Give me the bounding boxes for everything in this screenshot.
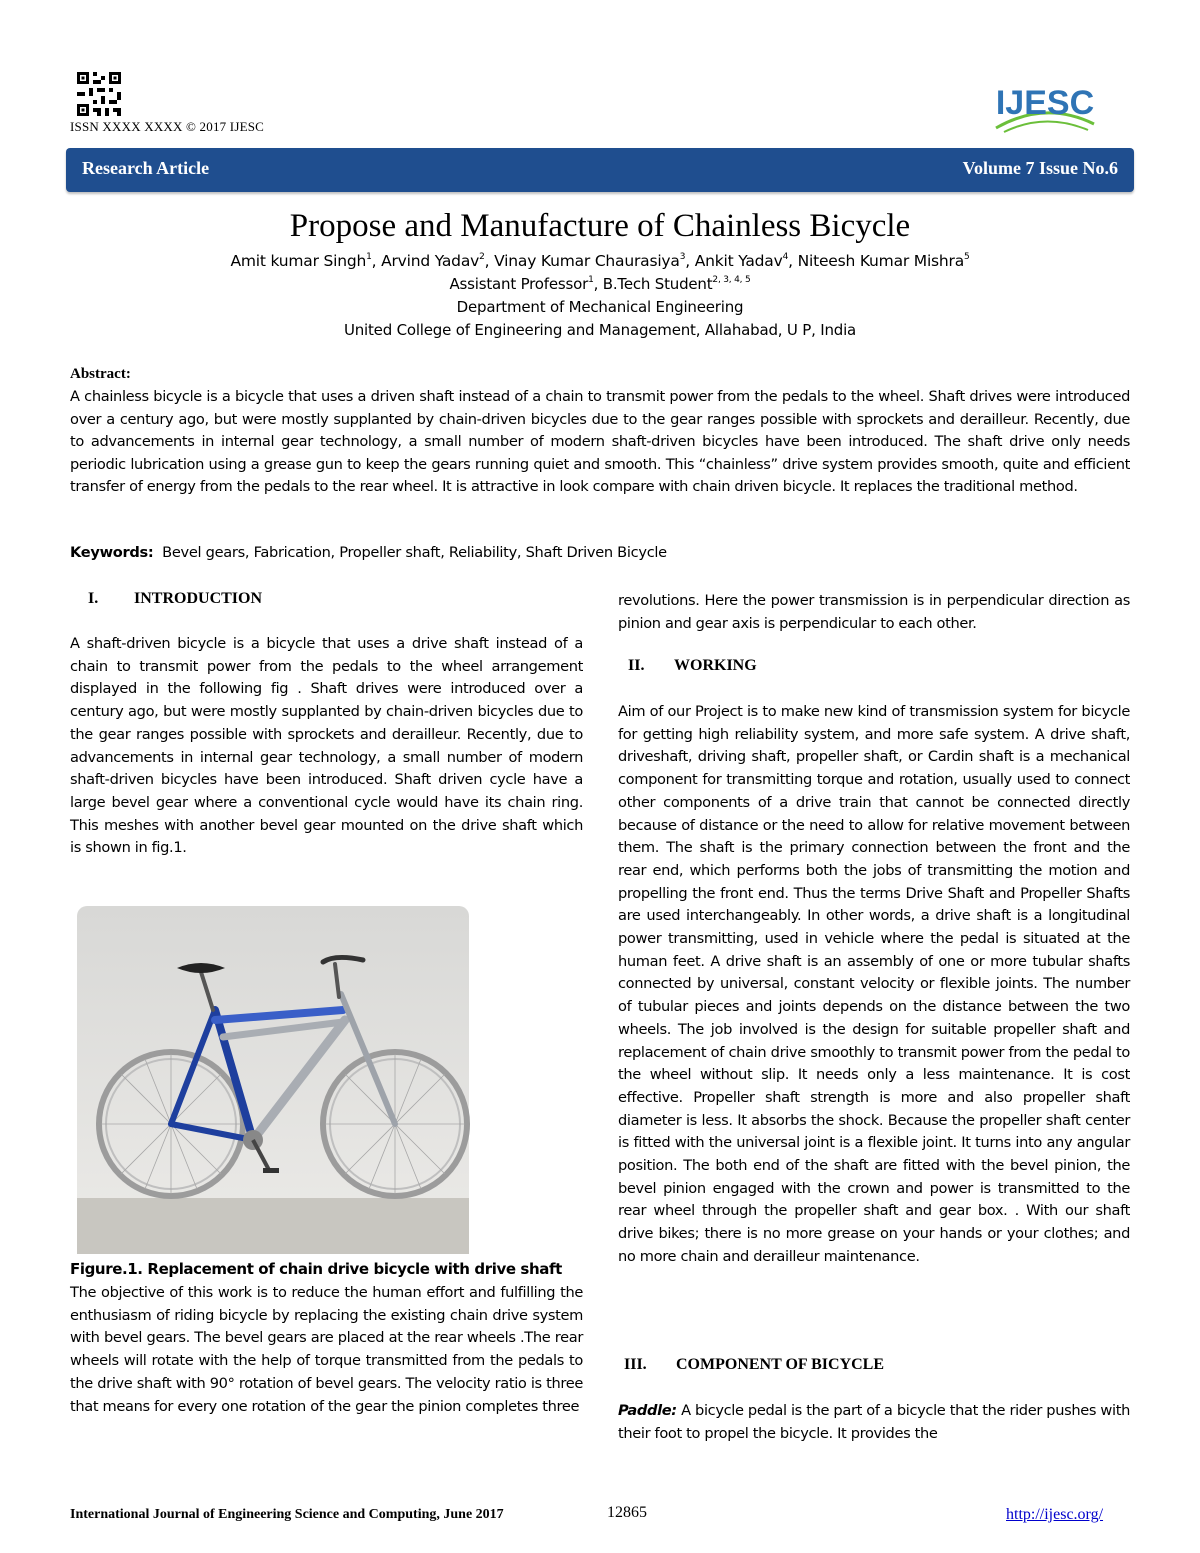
section-title: COMPONENT OF BICYCLE: [676, 1356, 885, 1373]
footer-journal: International Journal of Engineering Science and Computing, June 2017: [70, 1507, 504, 1522]
page-number: 12865: [607, 1504, 647, 1521]
keywords-text: Bevel gears, Fabrication, Propeller shaft, Reliability, Shaft Driven Bicycle: [162, 544, 667, 561]
author-affiliation: 1: [366, 252, 372, 262]
component-paragraph: [618, 1400, 1130, 1445]
role-sup: 2, 3, 4, 5: [712, 275, 751, 285]
author-affiliation: 5: [964, 252, 970, 262]
section-number: II.: [628, 657, 645, 674]
introduction-continued: revolutions. Here the power transmission is in perpendicular direction as pinion and gear axis is perpendicular to each other.: [618, 592, 1130, 632]
author-name: Arvind Yadav: [381, 252, 480, 270]
role-name: B.Tech Student: [602, 275, 713, 293]
abstract-heading: Abstract:: [70, 366, 131, 382]
figure-caption: Figure.1. Replacement of chain drive bicycle with drive shaft: [70, 1260, 562, 1278]
department: Department of Mechanical Engineering: [456, 298, 744, 316]
article-type: Research Article: [82, 158, 210, 178]
author-name: Niteesh Kumar Mishra: [797, 252, 965, 270]
institution: United College of Engineering and Management, Allahabad, U P, India: [343, 321, 857, 339]
author-affiliation: 4: [782, 252, 789, 262]
article-banner: [66, 148, 1134, 192]
objective-paragraph: The objective of this work is to reduce the human effort and fulfilling the enthusiasm of riding bicycle by replacing the existing chain drive system with bevel gears. The bevel gears are placed at the rear wheels .The rear wheels will rotate with the help of torque transmitted from the pedals to the drive shaft with 90° rotation of bevel gears. The velocity ratio is three that means for every one rotation of the gear the pinion completes three: [70, 1284, 583, 1415]
author-name: Amit kumar Singh: [230, 252, 367, 270]
keywords-label: Keywords:: [70, 544, 154, 561]
section-title: WORKING: [674, 657, 757, 674]
author-affiliation: 3: [679, 252, 686, 262]
paper-title: Propose and Manufacture of Chainless Bicycle: [289, 208, 911, 244]
section-title: INTRODUCTION: [134, 590, 263, 607]
issn-line: ISSN XXXX XXXX © 2017 IJESC: [70, 119, 265, 134]
role-name: Assistant Professor: [449, 275, 589, 293]
section-heading-component: [624, 1356, 884, 1374]
volume-issue: Volume 7 Issue No.6: [962, 158, 1118, 178]
role-sup: 1: [588, 275, 594, 285]
component-term: Paddle:: [618, 1402, 677, 1419]
section-heading-introduction: [88, 590, 262, 608]
component-text: A bicycle pedal is the part of a bicycle that the rider pushes with their foot to propel the bicycle. It provides the: [618, 1402, 1130, 1442]
author-list: Amit kumar Singh$^1$, Arvind Yadav$^2$, Vinay Kumar Chaurasiya$^3$, Ankit Yadav$^4$, Niteesh Kumar Mishra$^5$: [230, 252, 970, 270]
abstract-text: A chainless bicycle is a bicycle that uses a driven shaft instead of a chain to transmit power from the pedals to the wheel. Shaft drives were introduced over a century ago, but were mostly supplanted by chain-driven bicycles due to the gear ranges possible with sprockets and derailleur. Recently, due to advancements in internal gear technology, a small number of modern shaft-driven bicycles have been introduced. The shaft drive only needs periodic lubrication using a grease gun to keep the gears running quiet and smooth. This “chainless” drive system provides smooth, quite and efficient transfer of energy from the pedals to the rear wheel. It is attractive in look compare with chain driven bicycle. It replaces the traditional method.: [70, 388, 1130, 496]
section-number: I.: [88, 590, 99, 607]
author-name: Ankit Yadav: [694, 252, 783, 270]
author-roles: Assistant Professor$^1$, B.Tech Student$^{2, 3, 4, 5}$: [449, 275, 751, 293]
introduction-paragraph: A shaft-driven bicycle is a bicycle that uses a drive shaft instead of a chain to transmit power from the pedals to the wheel arrangement displayed in the following fig . Shaft drives were introduced over a century ago, but were mostly supplanted by chain-driven bicycles due to the gear ranges possible with sprockets and derailleur. Recently, due to advancements in internal gear technology, a small number of modern shaft-driven bicycles have been introduced. Shaft driven cycle have a large bevel gear where a conventional cycle would have its chain ring. This meshes with another bevel gear mounted on the drive shaft which is shown in fig.1.: [70, 635, 583, 857]
working-paragraph: Aim of our Project is to make new kind of transmission system for bicycle for getting high reliability system, and more safe system. A drive shaft, driveshaft, driving shaft, propeller shaft, or Cardin shaft is a mechanical component for transmitting torque and rotation, usually used to connect other components of a drive train that cannot be connected directly because of distance or the need to allow for relative movement between them. The shaft is the primary connection between the front and the rear end, which performs both the jobs of transmitting the motion and propelling the front end. Thus the terms Drive Shaft and Propeller Shafts are used interchangeably. In other words, a drive shaft is a longitudinal power transmitting, used in vehicle where the pedal is situated at the human feet. A drive shaft is an assembly of one or more tubular shafts connected by universal, constant velocity or flexible joints. The number of tubular pieces and joints depends on the distance between the two wheels. The job involved is the design for suitable propeller shaft and replacement of chain drive smoothly to transmit power from the pedal to the wheel without slip. It needs only a less maintenance. It is cost effective. Propeller shaft strength is more and also propeller shaft diameter is less. It absorbs the shock. Because the propeller shaft center is fitted with the universal joint is a flexible joint. It turns into any angular position. The both end of the shaft are fitted with the bevel pinion, the bevel pinion engaged with the crown and power is transmitted to the rear wheel through the propeller shaft and gear box. . With our shaft drive bikes; there is no more grease on your hands or your clothes; and no more chain and derailleur maintenance.: [618, 703, 1130, 1265]
author-name: Vinay Kumar Chaurasiya: [494, 252, 680, 270]
ijesc-logo: [990, 80, 1100, 136]
keywords: [70, 544, 667, 561]
bicycle-figure: [73, 902, 473, 1258]
journal-link[interactable]: http://ijesc.org/: [1006, 1506, 1104, 1523]
author-affiliation: 2: [479, 252, 485, 262]
qr-code-icon: [77, 72, 121, 116]
logo-text: IJESC: [995, 84, 1095, 122]
section-heading-working: [628, 657, 757, 675]
section-number: III.: [624, 1356, 647, 1373]
